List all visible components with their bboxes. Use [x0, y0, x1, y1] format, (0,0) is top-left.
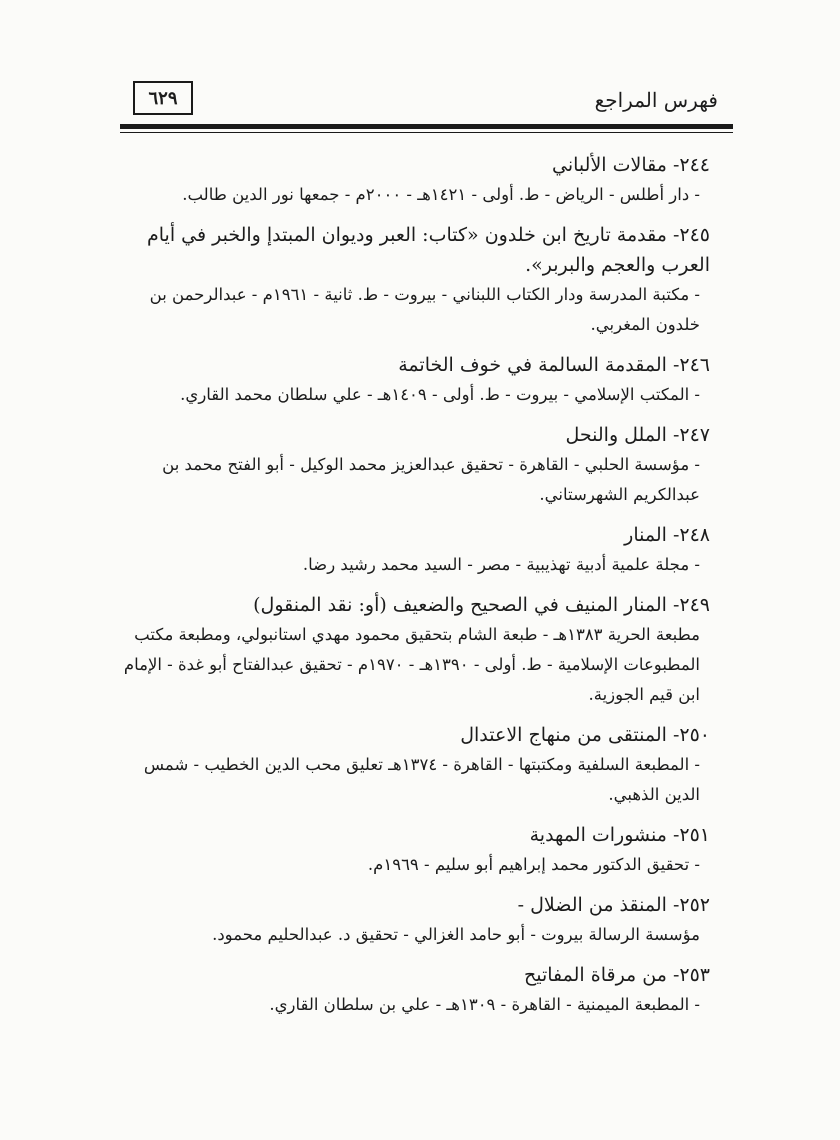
- reference-entry: [118, 420, 710, 510]
- entry-details: - المكتب الإسلامي - بيروت - ط. أولى - ١٤٠٩هـ - علي سلطان محمد القاري.: [180, 385, 700, 404]
- reference-entry: [118, 820, 710, 880]
- entry-details: - مؤسسة الحلبي - القاهرة - تحقيق عبدالعزيز محمد الوكيل - أبو الفتح محمد بن عبدالكريم الشهرستاني.: [162, 455, 700, 504]
- entry-title: ٢٤٤- مقالات الألباني: [552, 154, 710, 176]
- reference-entry: [118, 220, 710, 340]
- entry-details: - دار أطلس - الرياض - ط. أولى - ١٤٢١هـ - ٢٠٠٠م - جمعها نور الدين طالب.: [182, 185, 700, 204]
- entry-title: ٢٥٢- المنقذ من الضلال -: [517, 894, 710, 916]
- entry-title: ٢٤٧- الملل والنحل: [565, 424, 710, 446]
- reference-entry: [118, 150, 710, 210]
- entry-title: ٢٥٠- المنتقى من منهاج الاعتدال: [460, 724, 710, 746]
- entry-details: - مجلة علمية أدبية تهذيبية - مصر - السيد محمد رشيد رضا.: [302, 555, 700, 574]
- reference-entry: [118, 520, 710, 580]
- entry-title: ٢٤٦- المقدمة السالمة في خوف الخاتمة: [398, 354, 710, 376]
- entry-title: ٢٤٩- المنار المنيف في الصحيح والضعيف (أو: نقد المنقول): [253, 594, 710, 616]
- page-number-box: [133, 81, 193, 115]
- entry-title: ٢٤٥- مقدمة تاريخ ابن خلدون «كتاب: العبر وديوان المبتدإ والخبر في أيام العرب والعجم والبربر».: [146, 224, 710, 276]
- entry-details: مطبعة الحرية ١٣٨٣هـ - طبعة الشام بتحقيق محمود مهدي استانبولي، ومطبعة مكتب المطبوعات الإسلامية - ط. أولى - ١٣٩٠هـ - ١٩٧٠م - تحقيق عبدالفتاح أبو غدة - الإمام ابن قيم الجوزية.: [123, 625, 700, 704]
- entry-details: - مكتبة المدرسة ودار الكتاب اللبناني - بيروت - ط. ثانية - ١٩٦١م - عبدالرحمن بن خلدون المغربي.: [149, 285, 700, 334]
- reference-entry: [118, 350, 710, 410]
- reference-entry: [118, 890, 710, 950]
- entry-title: ٢٥١- منشورات المهدية: [529, 824, 710, 846]
- page-number: ٦٢٩: [148, 87, 178, 109]
- entry-title: ٢٥٣- من مرقاة المفاتيح: [523, 964, 710, 986]
- header-rule-thick: [120, 124, 733, 129]
- entry-title: ٢٤٨- المنار: [624, 524, 710, 546]
- entry-details: - المطبعة السلفية ومكتبتها - القاهرة - ١٣٧٤هـ تعليق محب الدين الخطيب - شمس الدين الذهبي.: [143, 755, 700, 804]
- running-header-title: فهرس المراجع: [594, 88, 718, 112]
- reference-entry: [118, 960, 710, 1020]
- entry-details: مؤسسة الرسالة بيروت - أبو حامد الغزالي - تحقيق د. عبدالحليم محمود.: [212, 925, 700, 944]
- entry-details: - المطبعة الميمنية - القاهرة - ١٣٠٩هـ - علي بن سلطان القاري.: [269, 995, 700, 1014]
- reference-list: [118, 150, 710, 1030]
- reference-entry: [118, 590, 710, 710]
- header-rule-thin: [120, 132, 733, 133]
- reference-entry: [118, 720, 710, 810]
- entry-details: - تحقيق الدكتور محمد إبراهيم أبو سليم - ١٩٦٩م.: [367, 855, 700, 874]
